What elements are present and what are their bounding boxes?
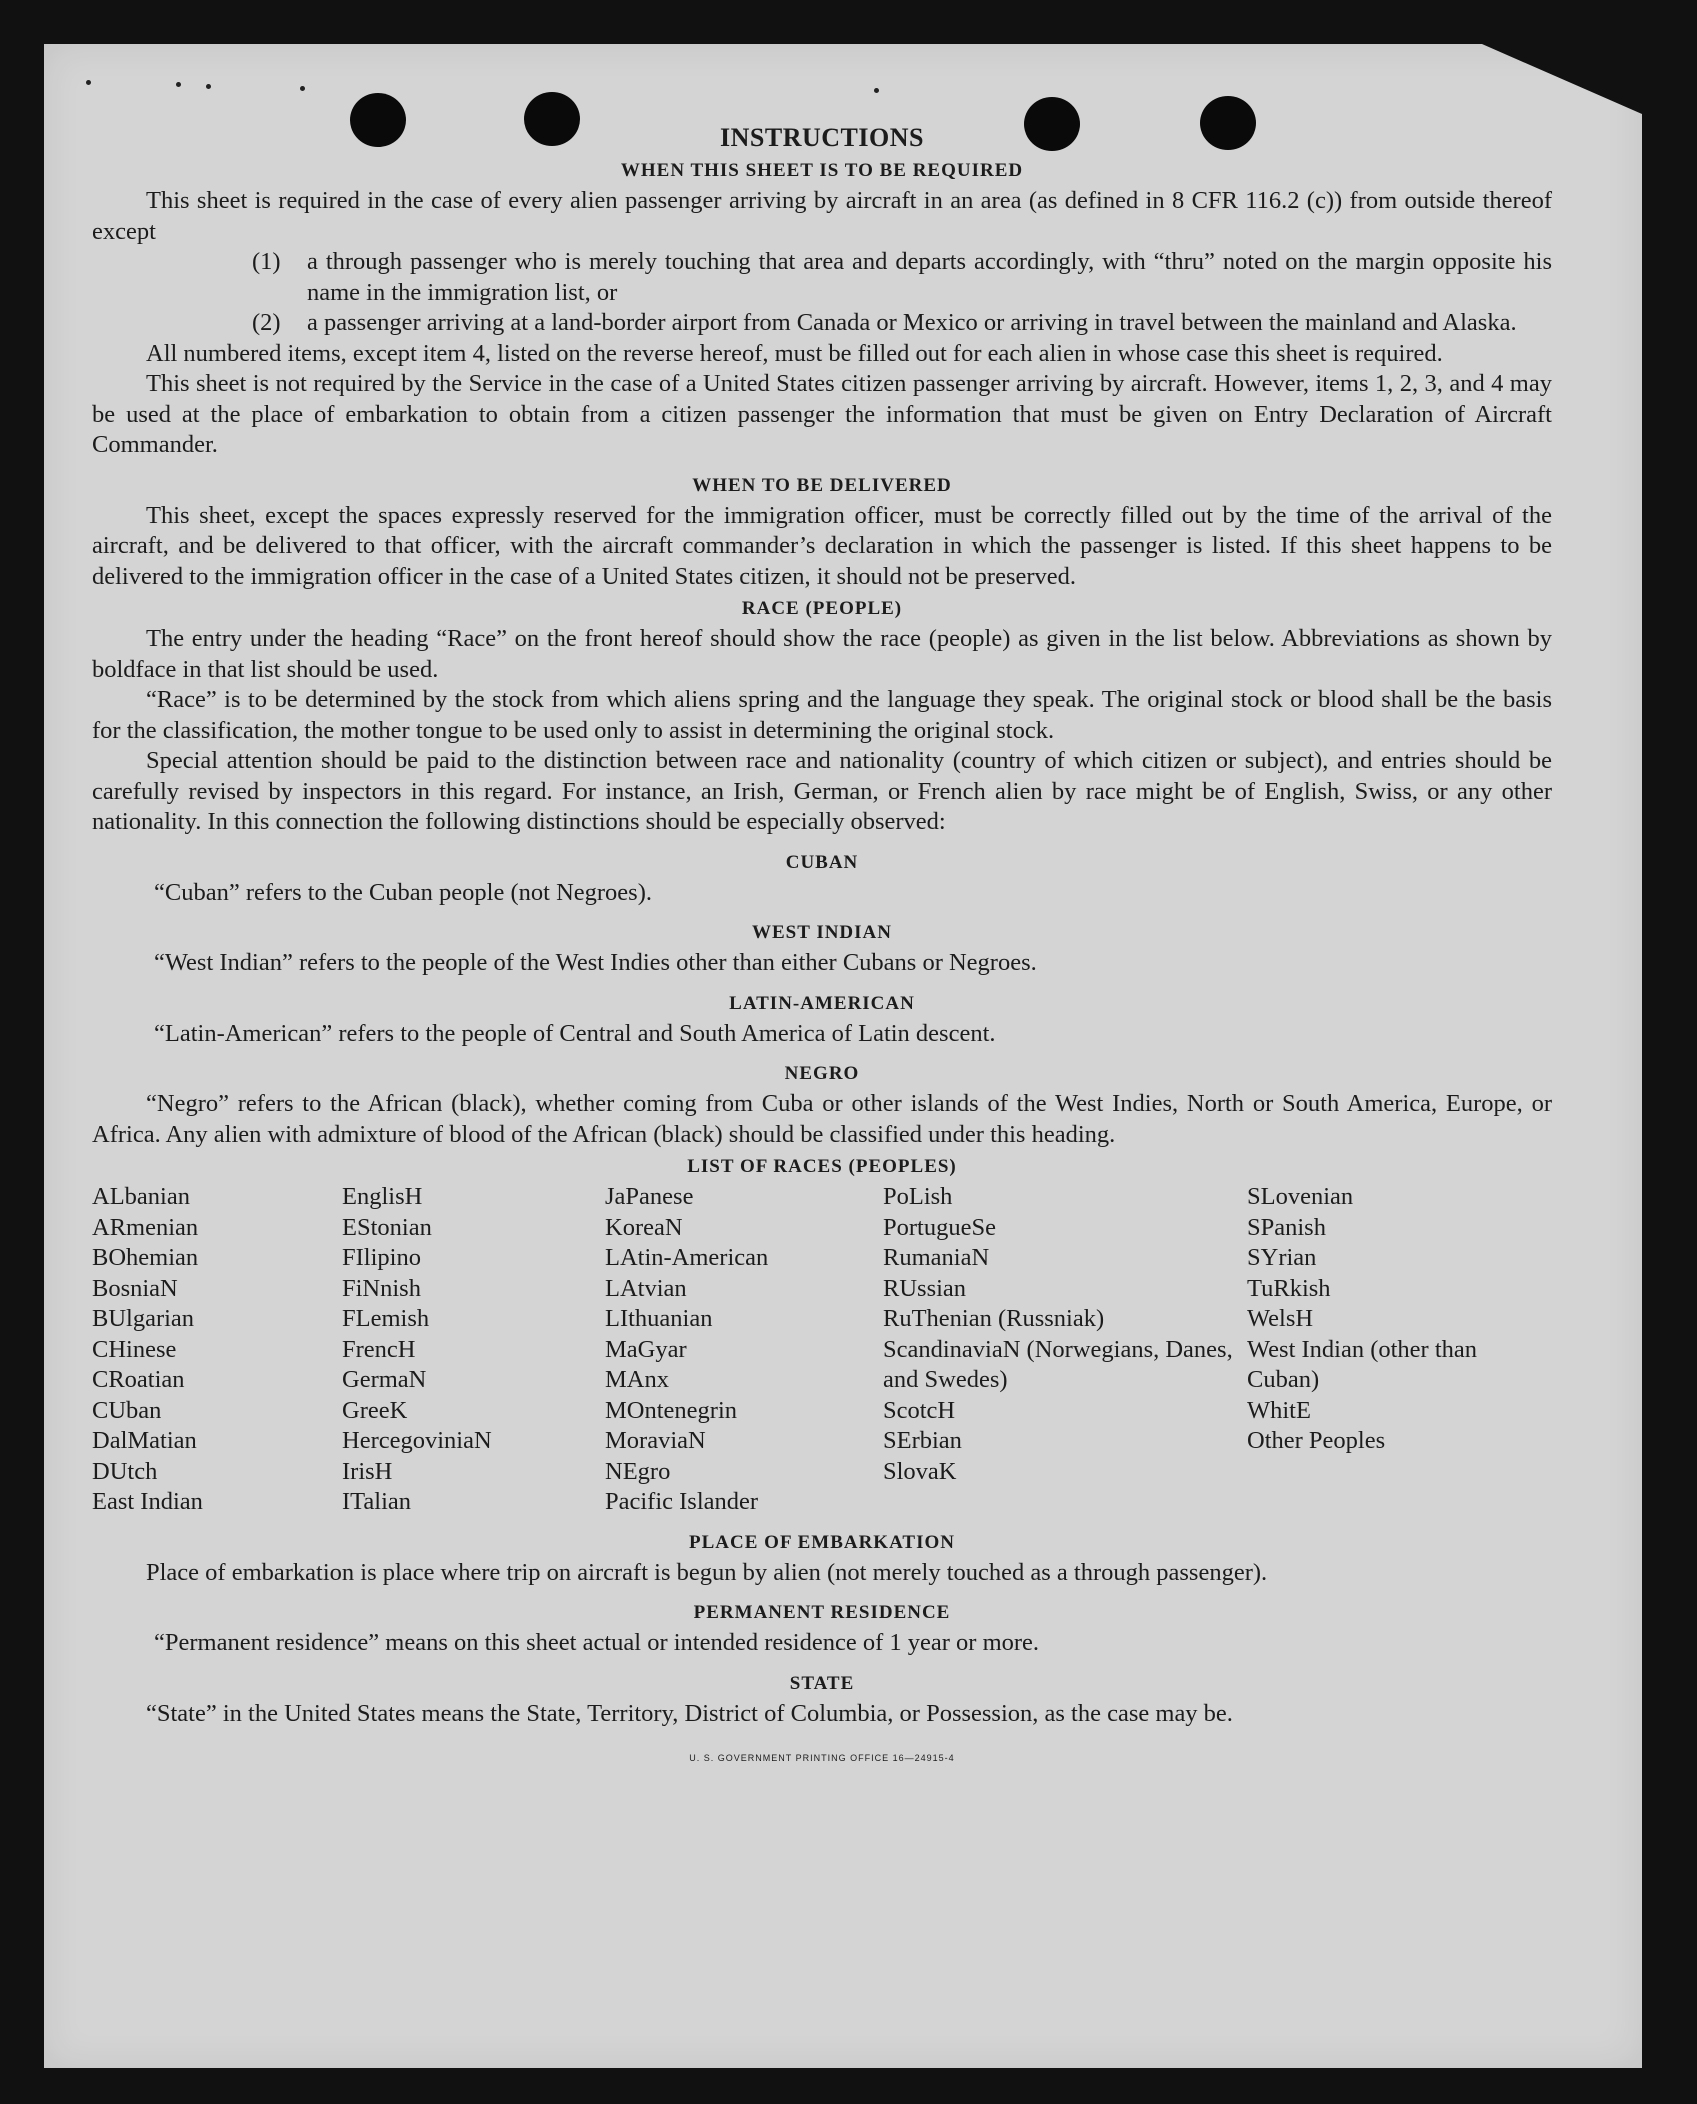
definition-latin-american: “Latin-American” refers to the people of Central and South America of Latin descent. xyxy=(154,1019,996,1047)
paragraph: The entry under the heading “Race” on the front hereof should show the race (people) as given in the list below. Abbreviations as shown by boldface in that list should be used. xyxy=(92,625,1552,683)
paragraph: All numbered items, except item 4, listed on the reverse hereof, must be filled out for each alien in whose case this sheet is required. xyxy=(146,339,1443,367)
race-column xyxy=(342,1182,605,1518)
race-entry: EnglisH xyxy=(342,1183,423,1210)
paragraph: This sheet, except the spaces expressly reserved for the immigration officer, must be correctly filled out by the time of the arrival of the aircraft, and be delivered to that officer, with the aircraft commander’s declaration in which the passenger is listed. If this sheet happens to be delivered to the immigration officer in the case of a United States citizen, it should not be preserved. xyxy=(92,501,1552,590)
heading-cuban: CUBAN xyxy=(785,851,859,873)
race-entry: RuThenian (Russniak) xyxy=(883,1305,1105,1332)
speck xyxy=(300,86,305,91)
race-entry: FrencH xyxy=(342,1335,416,1363)
race-list xyxy=(92,1182,1552,1518)
definition-residence: “Permanent residence” means on this sheet actual or intended residence of 1 year or more. xyxy=(154,1629,1040,1656)
race-entry: ARmenian xyxy=(92,1213,199,1241)
race-entry: PortugueSe xyxy=(883,1213,996,1241)
race-entry: ScandinaviaN (Norwegians, Danes, and Swedes) xyxy=(883,1335,1233,1393)
race-entry: BUlgarian xyxy=(92,1305,195,1332)
heading-when-delivered: WHEN TO BE DELIVERED xyxy=(692,474,952,496)
heading-residence: PERMANENT RESIDENCE xyxy=(693,1602,951,1623)
paragraph: This sheet is not required by the Service in the case of a United States citizen passenger arriving by aircraft. However, items 1, 2, 3, and 4 may be used at the place of embarkation to obtain from a citizen passenger the information that must be given on Entry Declaration of Aircraft Commander. xyxy=(92,370,1552,458)
heading-embarkation: PLACE OF EMBARKATION xyxy=(689,1531,955,1553)
item-text: a passenger arriving at a land-border airport from Canada or Mexico or arriving in travel between the mainland and Alaska. xyxy=(307,309,1517,336)
race-entry: SErbian xyxy=(883,1427,962,1454)
race-entry: SLovenian xyxy=(1247,1183,1354,1210)
race-column xyxy=(605,1182,883,1518)
race-entry: LAtin-American xyxy=(605,1244,769,1271)
exception-item-2 xyxy=(252,308,1552,339)
race-entry: WhitE xyxy=(1247,1396,1311,1424)
race-entry: MAnx xyxy=(605,1366,669,1393)
race-entry: SYrian xyxy=(1247,1244,1317,1271)
page-title: INSTRUCTIONS xyxy=(720,123,924,152)
torn-corner xyxy=(1482,44,1642,114)
definition-embarkation: Place of embarkation is place where trip on aircraft is begun by alien (not merely touched as a through passenger). xyxy=(146,1558,1268,1586)
race-entry: RumaniaN xyxy=(883,1244,990,1271)
race-entry: CUban xyxy=(92,1396,162,1424)
printer-imprint: U. S. GOVERNMENT PRINTING OFFICE 16—24915-4 xyxy=(689,1753,955,1763)
race-entry: BOhemian xyxy=(92,1244,199,1271)
item-number: (2) xyxy=(252,309,281,336)
race-entry: GermaN xyxy=(342,1366,427,1393)
race-entry: CHinese xyxy=(92,1335,177,1363)
race-entry: MOntenegrin xyxy=(605,1396,737,1424)
heading-state: STATE xyxy=(789,1672,855,1694)
speck xyxy=(176,82,181,87)
race-entry: FIlipino xyxy=(342,1244,421,1271)
heading-west-indian: WEST INDIAN xyxy=(752,922,892,943)
race-entry: RUssian xyxy=(883,1274,967,1302)
speck xyxy=(874,88,879,93)
heading-latin-american: LATIN-AMERICAN xyxy=(729,992,915,1014)
race-entry: DUtch xyxy=(92,1457,158,1485)
race-entry: LAtvian xyxy=(605,1274,687,1302)
definition-state: “State” in the United States means the State, Territory, District of Columbia, or Possession, as the case may be. xyxy=(146,1699,1233,1727)
race-entry: CRoatian xyxy=(92,1366,185,1393)
heading-list-of-races: LIST OF RACES (PEOPLES) xyxy=(687,1156,957,1177)
race-entry: DalMatian xyxy=(92,1427,197,1454)
race-entry: ALbanian xyxy=(92,1183,190,1210)
speck xyxy=(86,80,91,85)
item-text: a through passenger who is merely touching that area and departs accordingly, with “thru” noted on the margin opposite his name in the immigration list, or xyxy=(307,248,1552,306)
race-entry: HercegoviniaN xyxy=(342,1427,492,1454)
heading-negro: NEGRO xyxy=(784,1063,860,1084)
race-entry: West Indian (other than Cuban) xyxy=(1247,1335,1478,1393)
race-entry: ScotcH xyxy=(883,1396,956,1424)
race-entry: LIthuanian xyxy=(605,1305,713,1332)
exception-item-1 xyxy=(252,247,1552,308)
paragraph: “Race” is to be determined by the stock from which aliens spring and the language they speak. The original stock or blood shall be the basis for the classification, the mother tongue to be used only to assist in determining the original stock. xyxy=(92,686,1552,744)
race-entry: KoreaN xyxy=(605,1213,683,1241)
race-column xyxy=(92,1182,342,1518)
item-number: (1) xyxy=(252,248,281,275)
race-entry: SPanish xyxy=(1247,1213,1326,1241)
race-entry: Pacific Islander xyxy=(605,1488,759,1515)
race-entry: FLemish xyxy=(342,1305,430,1332)
heading-when-required: WHEN THIS SHEET IS TO BE REQUIRED xyxy=(620,160,1024,181)
race-entry: MoraviaN xyxy=(605,1427,706,1454)
race-entry: GreeK xyxy=(342,1396,408,1424)
race-entry: FiNnish xyxy=(342,1274,421,1302)
instructions-text xyxy=(92,122,1552,1774)
definition-cuban: “Cuban” refers to the Cuban people (not Negroes). xyxy=(154,878,652,906)
race-entry: BosniaN xyxy=(92,1274,178,1302)
race-entry: MaGyar xyxy=(605,1335,687,1363)
race-entry: East Indian xyxy=(92,1488,203,1515)
definition-west-indian: “West Indian” refers to the people of the West Indies other than either Cubans or Negroes. xyxy=(154,949,1037,976)
race-column xyxy=(883,1182,1247,1518)
speck xyxy=(206,84,211,89)
race-entry: ITalian xyxy=(342,1488,412,1515)
race-column xyxy=(1247,1182,1507,1518)
paragraph: Special attention should be paid to the distinction between race and nationality (country of which citizen or subject), and entries should be carefully revised by inspectors in this regard. For instance, an Irish, German, or French alien by race might be of English, Swiss, or any other nationality. In this connection the following distinctions should be especially observed: xyxy=(92,747,1552,835)
race-entry: WelsH xyxy=(1247,1305,1314,1332)
race-entry: EStonian xyxy=(342,1213,432,1241)
heading-race: RACE (PEOPLE) xyxy=(741,598,903,619)
race-entry: NEgro xyxy=(605,1457,671,1485)
paragraph: This sheet is required in the case of every alien passenger arriving by aircraft in an area (as defined in 8 CFR 116.2 (c)) from outside thereof except xyxy=(92,187,1552,245)
race-entry: Other Peoples xyxy=(1247,1427,1386,1454)
definition-negro: “Negro” refers to the African (black), whether coming from Cuba or other islands of the West Indies, North or South America, Europe, or Africa. Any alien with admixture of blood of the African (black) should be classified under this heading. xyxy=(92,1090,1552,1148)
race-entry: PoLish xyxy=(883,1183,953,1210)
race-entry: JaPanese xyxy=(605,1183,694,1210)
race-entry: IrisH xyxy=(342,1457,393,1485)
race-entry: SlovaK xyxy=(883,1457,957,1485)
race-entry: TuRkish xyxy=(1247,1274,1331,1302)
